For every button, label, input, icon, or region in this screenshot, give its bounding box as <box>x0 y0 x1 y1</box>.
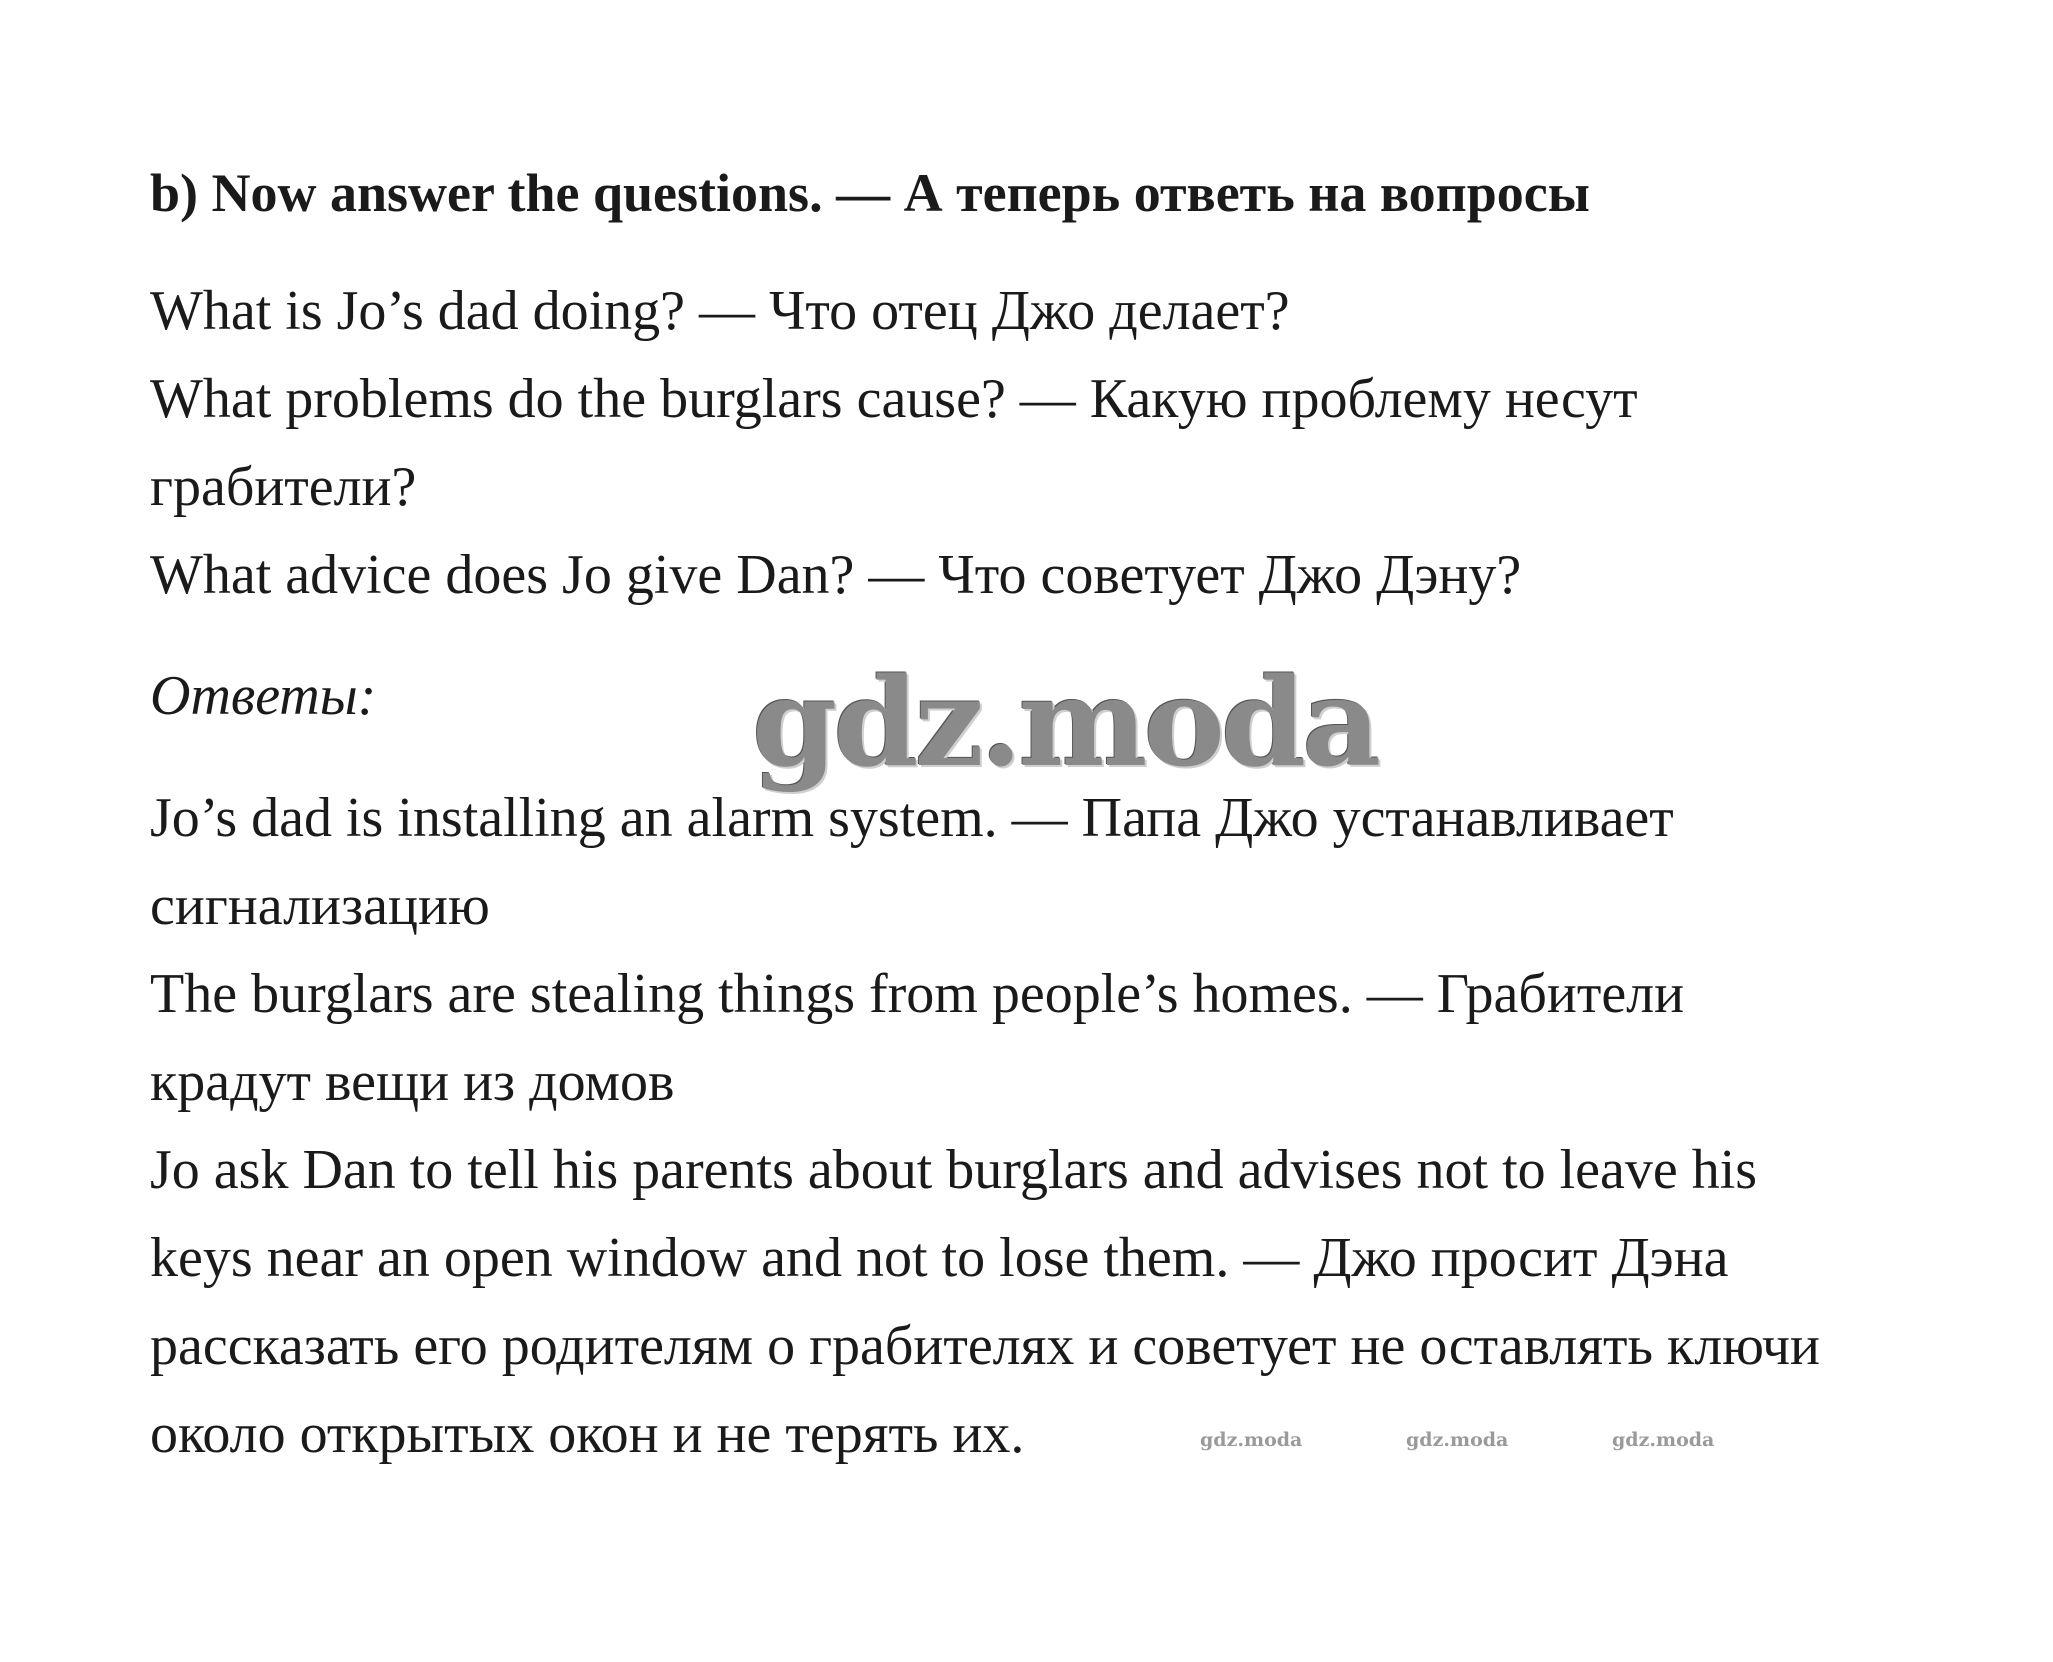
answer-line: Jo’s dad is installing an alarm system. — Папа Джо устанавливает <box>150 787 1674 849</box>
answer-line: рассказать его родителям о грабителях и советует не оставлять ключи <box>150 1315 1820 1377</box>
answer-line: крадут вещи из домов <box>150 1051 675 1113</box>
watermark-small: gdz.moda <box>1200 1429 1303 1451</box>
answer-line: keys near an open window and not to lose them. — Джо просит Дэна <box>150 1227 1729 1289</box>
answers-label: Ответы: <box>150 665 377 727</box>
question-line: грабители? <box>150 456 417 518</box>
answer-line: около открытых окон и не терять их. <box>150 1403 1025 1465</box>
section-heading: b) Now answer the questions. — А теперь ответь на вопросы <box>150 163 1590 223</box>
answer-line: Jo ask Dan to tell his parents about burglars and advises not to leave his <box>150 1139 1758 1201</box>
watermark-small: gdz.moda <box>1406 1429 1509 1451</box>
answer-line: сигнализацию <box>150 875 490 937</box>
watermark-small: gdz.moda <box>1612 1429 1715 1451</box>
answer-line: The burglars are stealing things from people’s homes. — Грабители <box>150 963 1685 1025</box>
question-line: What advice does Jo give Dan? — Что советует Джо Дэну? <box>150 544 1522 606</box>
question-line: What is Jo’s dad doing? — Что отец Джо делает? <box>150 280 1290 342</box>
watermark-logo: gdz.moda <box>752 650 1378 794</box>
question-line: What problems do the burglars cause? — Какую проблему несут <box>150 368 1638 430</box>
